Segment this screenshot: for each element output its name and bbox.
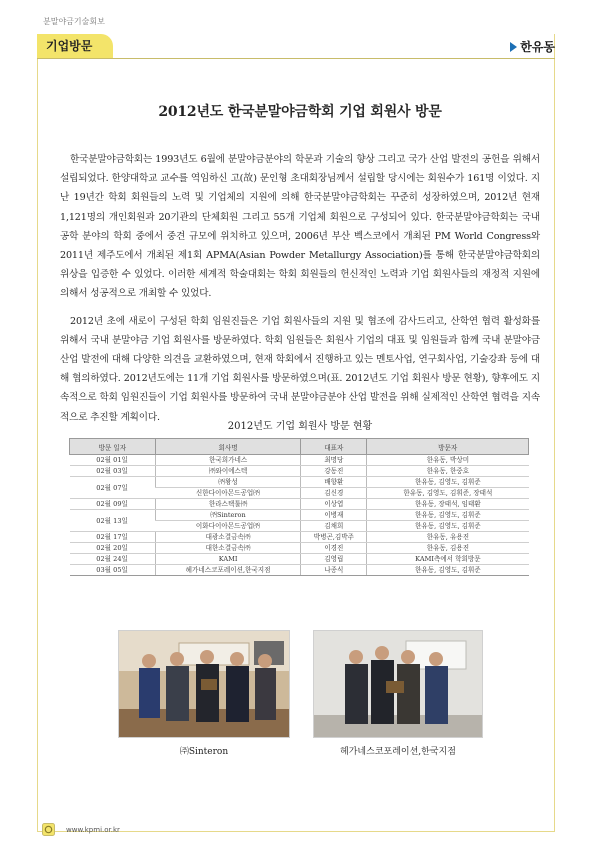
cell-visitors: 한유동, 김용진 [367,543,529,554]
photo-sinteron-image [119,631,290,738]
cell-date: 02월 01일 [70,455,156,466]
cell-company: KAMI [155,554,301,565]
journal-name: 분말야금기술회보 [43,17,105,26]
cell-visitors: 한유동, 한중호 [367,466,529,477]
cell-company: ㈜Sinteron [155,510,301,521]
table-row [70,477,529,488]
table-row [70,532,529,543]
cell-company: ㈜왕성 [155,477,301,488]
photo-caption-left: ㈜Sinteron [179,747,229,757]
photo-caption-right: 헤가네스코포레이션,한국지점 [340,747,456,757]
table-header-row [70,439,529,455]
triangle-marker-icon [510,42,517,52]
table-caption: 2012년도 기업 회원사 방문 현황 [227,421,373,432]
section-header [37,34,555,59]
cell-company: ㈜와이에스텍 [155,466,301,477]
footer-url: www.kpmi.or.kr [66,826,120,834]
article-body [60,150,540,435]
cell-representative: 이병재 [301,510,367,521]
table-row [70,554,529,565]
table-row [70,455,529,466]
paragraph-1: 한국분말야금학회는 1993년도 6월에 분말야금분야의 학문과 기술의 향상 그리고 국가 산업 발전의 공헌을 위해서 설립되었다. 한양대학교 교수를 역임하신 고(故) 문인형 초대회장님께서 설립할 당시에는 회원수가 161명 이었다. 지난 19년간 학회 회원들의 노력 및 기업체의 지원에 의해 한국분말야금학회는 꾸준히 성장하였으며, 2012년 현재 1,121명의 개인회원과 20기관의 단체회원 그리고 55개 기업체 회원으로 구성되어 있다. 한국분말야금학회는 국내 공학 분야의 학회 중에서 중견 규모에 위치하고 있으며, 2006년 부산 벡스코에서 개최된 PM World Congress와 2011년 제주도에서 개최된 제1회 APMA(Asian Powder Metallurgy Association)를 통해 한국분말야금학회의 위상을 입증한 수 있었다. 이러한 세계적 학술대회는 학회 회원들의 헌신적인 노력과 기업 회원사들의 재정적 지원에 의해서 성공적으로 개최할 수 있었다. [60,154,540,300]
cell-date: 02월 17일 [70,532,156,543]
cell-representative: 김영립 [301,554,367,565]
cell-company: 신한다이아몬드공업㈜ [155,488,301,499]
cell-visitors: 한유동, 김영도, 김휘준 [367,521,529,532]
photo-hoganas [313,630,483,738]
cell-representative: 나종식 [301,565,367,576]
cell-representative: 강동진 [301,466,367,477]
cell-visitors: KAMI측에서 학회방문 [367,554,529,565]
cell-date: 02월 20일 [70,543,156,554]
cell-visitors: 한유동, 김영도, 김휘준, 장태석 [367,488,529,499]
cell-date: 02월 13일 [70,510,156,532]
table-body [70,455,529,576]
table-row [70,543,529,554]
cell-visitors: 한유동, 김영도, 김휘준 [367,565,529,576]
cell-representative: 이상엽 [301,499,367,510]
cell-date: 02월 09일 [70,499,156,510]
cell-date: 02월 07일 [70,477,156,499]
cell-representative: 배향환 [301,477,367,488]
table-row [70,565,529,576]
visits-table [69,438,529,576]
cell-date: 02월 03일 [70,466,156,477]
cell-representative: 김신경 [301,488,367,499]
header-company: 회사명 [155,439,301,455]
cell-company: 헤가네스코포레이션,한국지점 [155,565,301,576]
author-name: 한유동 [520,40,555,54]
photo-sinteron [118,630,290,738]
cell-visitors: 한유동, 김영도, 김휘준 [367,477,529,488]
author-tag [510,38,555,55]
table-row [70,510,529,521]
article-title: 2012년도 한국분말야금학회 기업 회원사 방문 [158,104,442,120]
section-tab: 기업방문 [37,34,113,58]
cell-representative: 이경진 [301,543,367,554]
cell-date: 03월 05일 [70,565,156,576]
cell-visitors: 한유동, 박상미 [367,455,529,466]
cell-visitors: 한유동, 유용진 [367,532,529,543]
header-date: 방문 일자 [70,439,156,455]
cell-visitors: 한유동, 김영도, 김휘준 [367,510,529,521]
paragraph-2: 2012년 초에 새로이 구성된 학회 임원진들은 기업 회원사들의 지원 및 협조에 감사드리고, 산학연 협력 활성화를 위해서 국내 분말야금 기업 회원사를 방문하였다. 학회 임원들은 회원사 기업의 대표 및 임원들과 함께 국내 분말야금 산업 발전에 대해 다양한 의견을 교환하였으며, 현재 학회에서 진행하고 있는 멘토사업, 연구회사업, 기술강좌 등에 대해 협의하였다. 2012년도에는 11개 기업 회원사를 방문하였으며(표. 2012년도 기업 회원사 방문 현황), 향후에도 지속적으로 학회 임원진들이 기업 회원사를 방문하여 국내 분말야금분야 산업 발전을 위해 실제적인 산학연 협력을 지속적으로 추진할 계획이다. [60,315,540,423]
cell-visitors: 한유동, 장태석, 임태환 [367,499,529,510]
cell-representative: 박병곤,김박주 [301,532,367,543]
photo-hoganas-image [314,631,483,738]
cell-representative: 김채희 [301,521,367,532]
cell-date: 02월 24일 [70,554,156,565]
cell-company: 대한소결금속㈜ [155,543,301,554]
header-representative: 대표자 [301,439,367,455]
table-row [70,466,529,477]
cell-company: 이화다이아몬드공업㈜ [155,521,301,532]
cell-company: 한국희가네스 [155,455,301,466]
cell-company: 한라스택툴㈜ [155,499,301,510]
table-row [70,499,529,510]
header-visitors: 방문자 [367,439,529,455]
cell-company: 대광소결금속㈜ [155,532,301,543]
cell-representative: 최명당 [301,455,367,466]
kpmi-logo-icon [42,823,55,836]
